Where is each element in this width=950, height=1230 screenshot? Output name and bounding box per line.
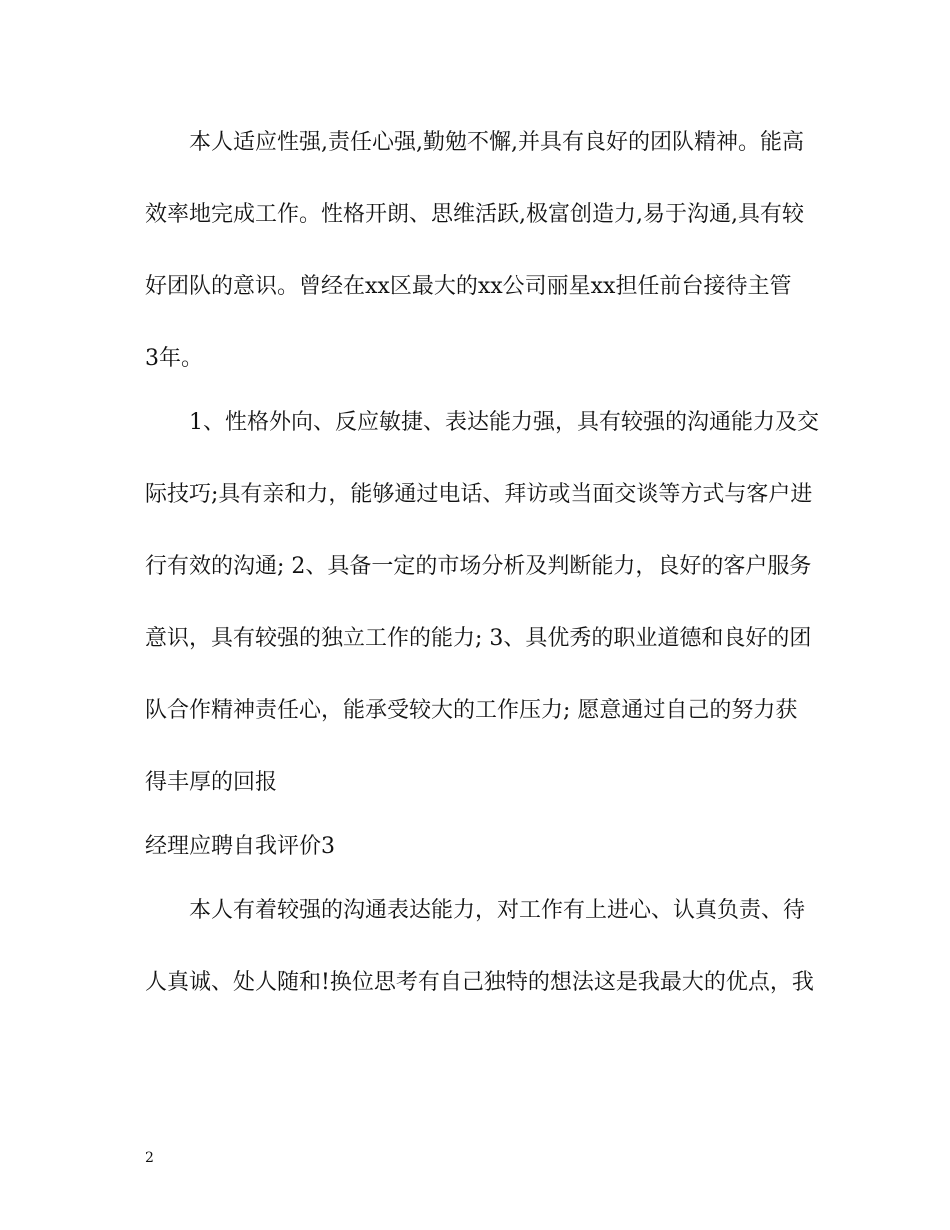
text-line-9: 队合作精神责任心，能承受较大的工作压力; 愿意通过自己的努力获 [145, 698, 798, 723]
text-line-5: 1、性格外向、反应敏捷、表达能力强，具有较强的沟通能力及交 [145, 410, 819, 435]
text-line-2: 效率地完成工作。性格开朗、思维活跃,极富创造力,易于沟通,具有较 [145, 202, 804, 227]
text-line-6: 际技巧;具有亲和力，能够通过电话、拜访或当面交谈等方式与客户进 [145, 482, 813, 507]
text-line-10: 得丰厚的回报 [145, 770, 278, 795]
text-line-12: 本人有着较强的沟通表达能力，对工作有上进心、认真负责、待 [145, 898, 806, 923]
page-number: 2 [145, 1150, 154, 1166]
text-line-8: 意识，具有较强的独立工作的能力; 3、具优秀的职业道德和良好的团 [145, 626, 812, 651]
section-heading: 经理应聘自我评价3 [145, 834, 335, 859]
text-line-3: 好团队的意识。曾经在xx区最大的xx公司丽星xx担任前台接待主管 [145, 274, 792, 299]
text-line-7: 行有效的沟通; 2、具备一定的市场分析及判断能力，良好的客户服务 [145, 554, 812, 579]
text-line-4: 3年。 [145, 346, 203, 371]
text-line-13: 人真诚、处人随和!换位思考有自己独特的想法这是我最大的优点，我 [145, 970, 814, 995]
text-line-1: 本人适应性强,责任心强,勤勉不懈,并具有良好的团队精神。能高 [145, 130, 804, 155]
